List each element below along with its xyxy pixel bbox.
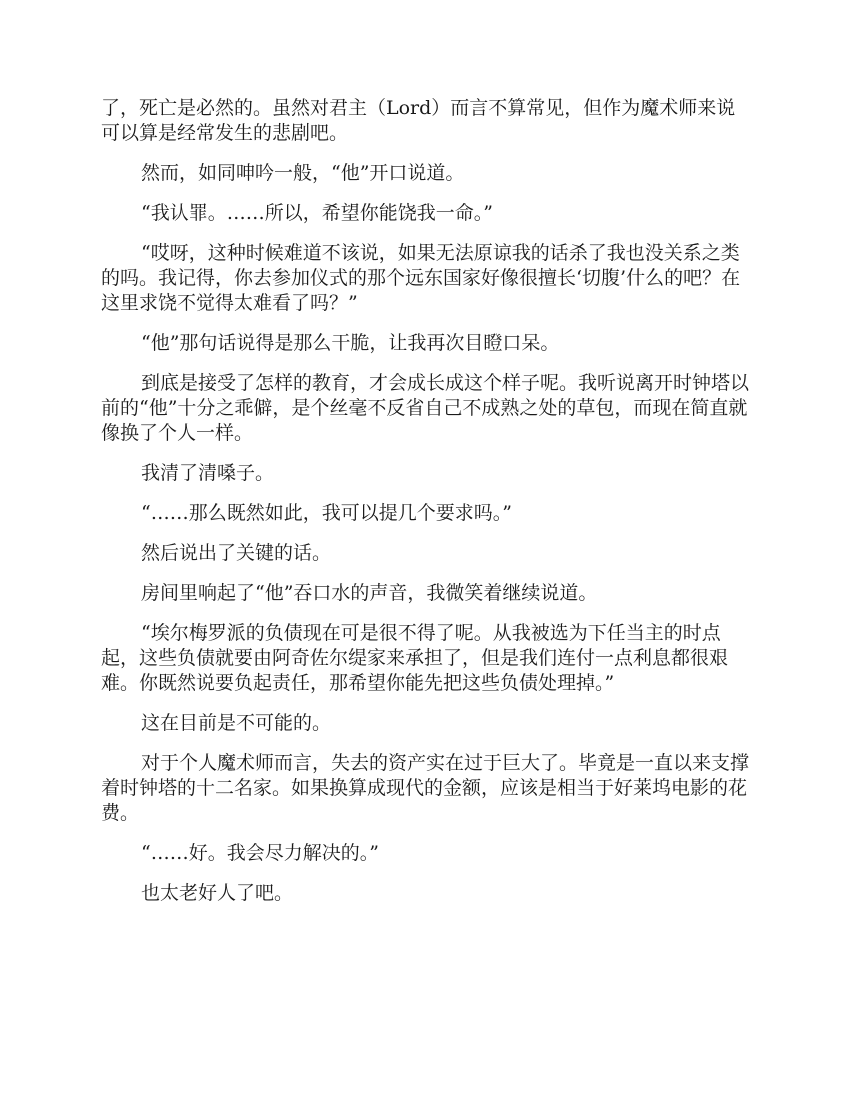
- paragraph: 然而，如同呻吟一般，“他”开口说道。: [141, 162, 465, 184]
- paragraph: “他”那句话说得是那么干脆，让我再次目瞪口呆。: [141, 332, 560, 354]
- paragraph: “哎呀，这种时候难道不该说，如果无法原谅我的话杀了我也没关系之类的吗。我记得，你去参加仪式的那个远东国家好像很擅长‘切腹’什么的吧？在这里求饶不觉得太难看了吗？”: [101, 242, 741, 314]
- paragraph: 我清了清嗓子。: [141, 462, 275, 484]
- paragraph: “我认罪。……所以，希望你能饶我一命。”: [141, 202, 493, 224]
- paragraph: 了，死亡是必然的。虽然对君主（Lord）而言不算常见，但作为魔术师来说可以算是经常发生的悲剧吧。: [101, 97, 736, 144]
- paragraph: “……那么既然如此，我可以提几个要求吗。”: [141, 502, 512, 524]
- paragraph: 然后说出了关键的话。: [141, 542, 332, 564]
- paragraph: 这在目前是不可能的。: [141, 712, 332, 734]
- body-text: [101, 96, 751, 921]
- paragraph: 房间里响起了“他”吞口水的声音，我微笑着继续说道。: [141, 582, 598, 604]
- paragraph: “……好。我会尽力解决的。”: [141, 842, 379, 864]
- paragraph: 到底是接受了怎样的教育，才会成长成这个样子呢。我听说离开时钟塔以前的“他”十分之乖僻，是个丝毫不反省自己不成熟之处的草包，而现在简直就像换了个人一样。: [101, 372, 750, 444]
- paragraph: 对于个人魔术师而言，失去的资产实在过于巨大了。毕竟是一直以来支撑着时钟塔的十二名家。如果换算成现代的金额，应该是相当于好莱坞电影的花费。: [101, 752, 750, 824]
- paragraph: 也太老好人了吧。: [141, 882, 294, 904]
- paragraph: “埃尔梅罗派的负债现在可是很不得了呢。从我被选为下任当主的时点起，这些负债就要由阿奇佐尔缇家来承担了，但是我们连付一点利息都很艰难。你既然说要负起责任，那希望你能先把这些负债处理掉。”: [101, 622, 729, 694]
